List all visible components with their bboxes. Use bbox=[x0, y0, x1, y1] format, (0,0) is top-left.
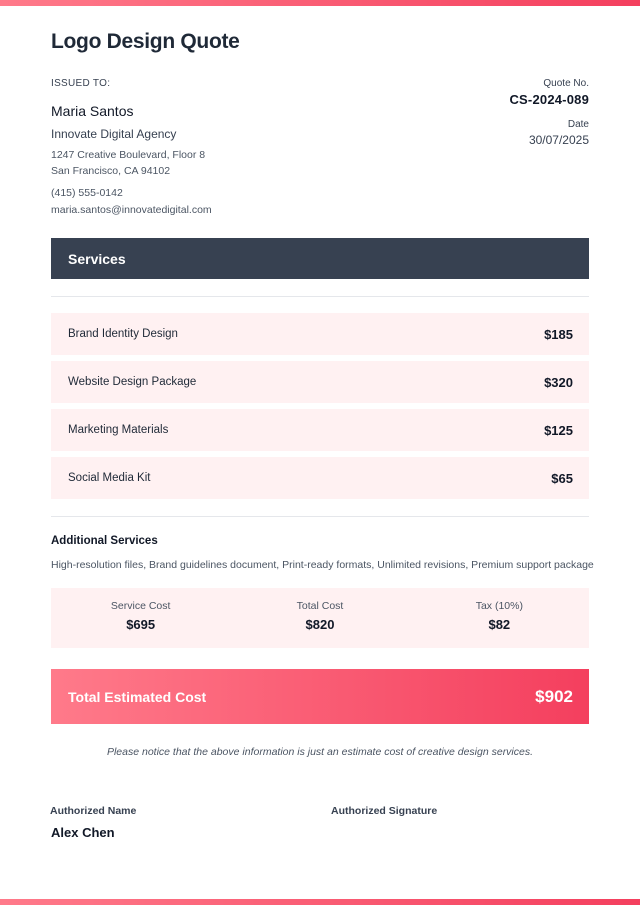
quote-number: CS-2024-089 bbox=[509, 92, 589, 107]
date-label: Date bbox=[567, 119, 589, 130]
additional-services-list: High-resolution files, Brand guidelines document, Print-ready formats, Unlimited revisions, Premium support package bbox=[51, 559, 594, 571]
service-name: Marketing Materials bbox=[68, 424, 169, 436]
total-value: $902 bbox=[535, 686, 573, 706]
service-name: Brand Identity Design bbox=[68, 328, 178, 340]
divider bbox=[51, 516, 589, 517]
service-name: Website Design Package bbox=[68, 376, 197, 388]
summary-total-cost bbox=[230, 588, 409, 648]
total-label: Total Estimated Cost bbox=[68, 688, 207, 705]
summary-label: Tax (10%) bbox=[475, 600, 523, 612]
service-price: $125 bbox=[544, 422, 573, 438]
service-row bbox=[51, 313, 589, 355]
client-name: Maria Santos bbox=[51, 103, 134, 119]
service-price: $65 bbox=[551, 470, 573, 486]
authorized-name-label: Authorized Name bbox=[50, 805, 137, 817]
quote-date: 30/07/2025 bbox=[528, 133, 589, 147]
authorized-name: Alex Chen bbox=[51, 825, 115, 840]
service-row bbox=[51, 361, 589, 403]
issued-to-label: ISSUED TO: bbox=[51, 78, 111, 89]
top-accent-bar bbox=[0, 0, 640, 6]
client-email: maria.santos@innovatedigital.com bbox=[51, 204, 212, 216]
service-price: $185 bbox=[544, 326, 573, 342]
client-company: Innovate Digital Agency bbox=[51, 127, 177, 141]
service-row bbox=[51, 457, 589, 499]
summary-value: $82 bbox=[488, 617, 511, 632]
service-row bbox=[51, 409, 589, 451]
client-address-line1: 1247 Creative Boulevard, Floor 8 bbox=[51, 149, 206, 161]
services-header bbox=[51, 238, 589, 279]
total-estimated-cost bbox=[51, 669, 589, 724]
authorized-signature-label: Authorized Signature bbox=[331, 805, 438, 817]
services-header-title: Services bbox=[68, 250, 126, 267]
document-title: Logo Design Quote bbox=[51, 30, 240, 53]
summary-value: $695 bbox=[126, 617, 156, 632]
quote-number-label: Quote No. bbox=[543, 78, 589, 89]
client-phone: (415) 555-0142 bbox=[51, 187, 123, 199]
divider bbox=[51, 296, 589, 297]
summary-label: Total Cost bbox=[296, 600, 344, 612]
summary-label: Service Cost bbox=[110, 600, 171, 612]
estimate-notice: Please notice that the above information is just an estimate cost of creative design services. bbox=[106, 746, 534, 758]
summary-value: $820 bbox=[305, 617, 335, 632]
summary-service-cost bbox=[51, 588, 230, 648]
additional-services-title: Additional Services bbox=[51, 535, 158, 547]
client-address-line2: San Francisco, CA 94102 bbox=[51, 165, 171, 177]
cost-summary bbox=[51, 588, 589, 648]
summary-tax bbox=[410, 588, 589, 648]
service-name: Social Media Kit bbox=[68, 472, 151, 484]
bottom-accent-bar bbox=[0, 899, 640, 905]
service-price: $320 bbox=[544, 374, 573, 390]
